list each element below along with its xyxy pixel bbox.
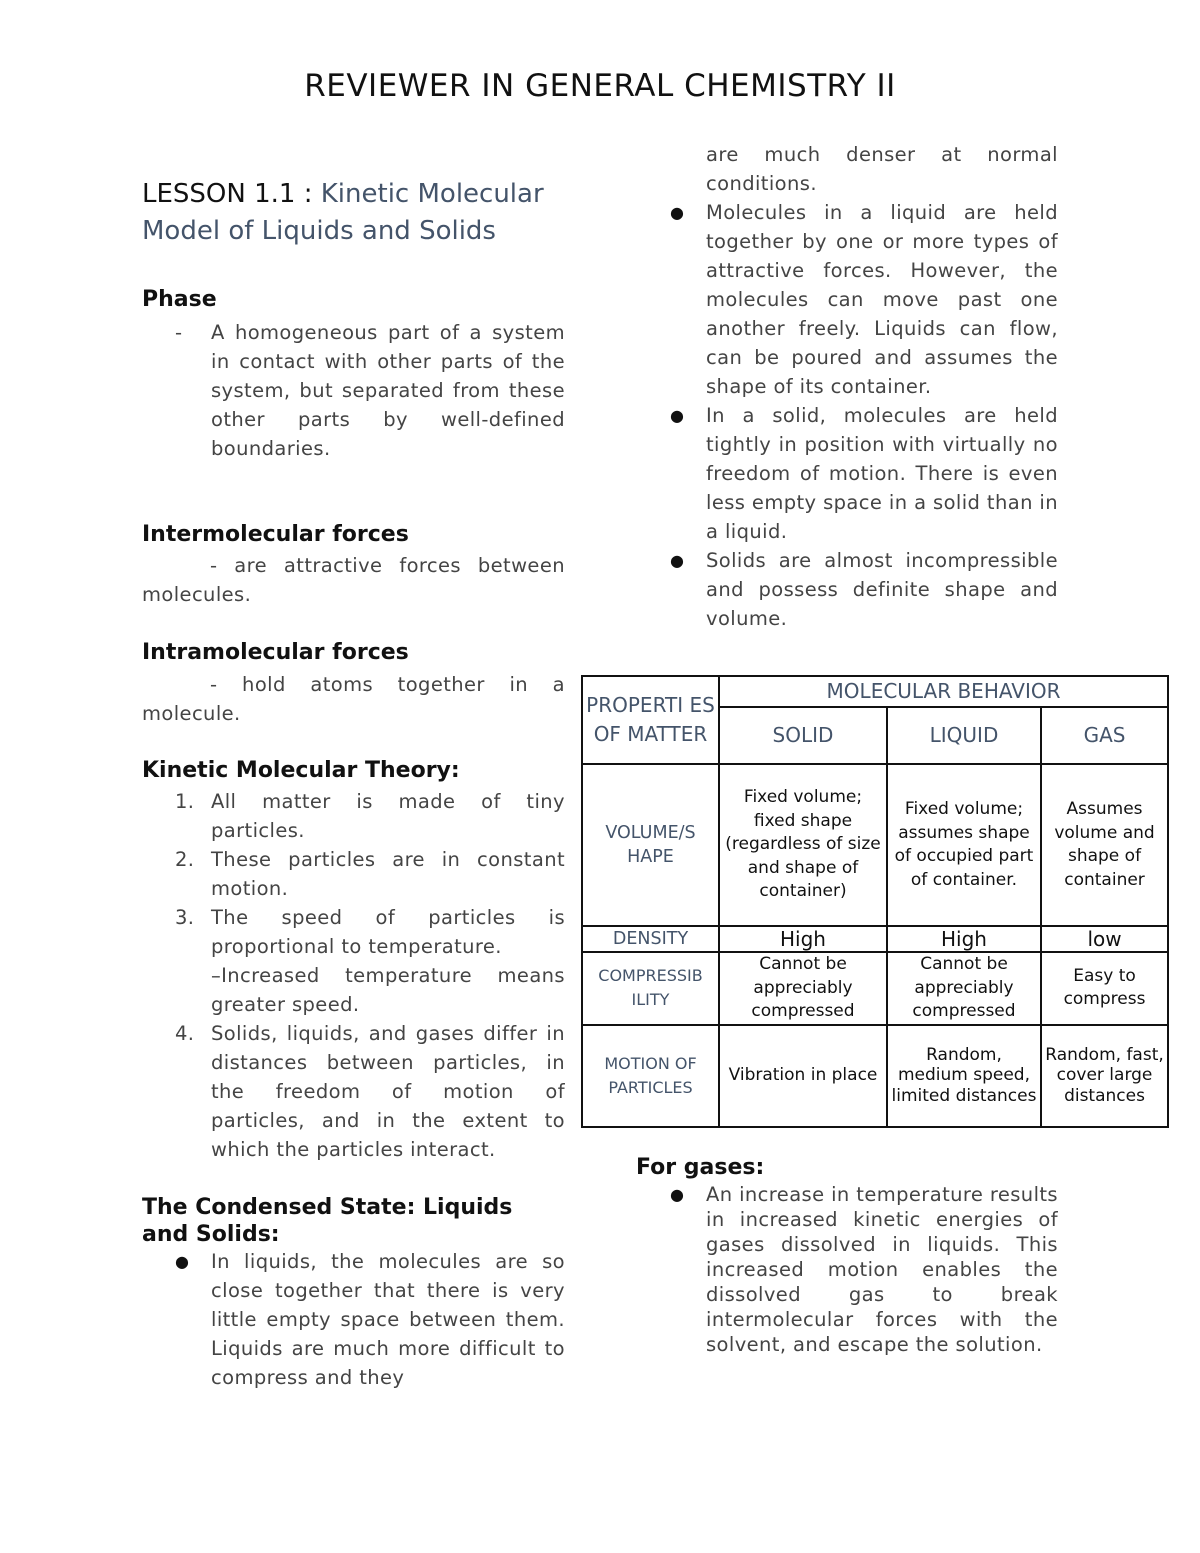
dash-marker: - [175, 321, 183, 344]
lesson-prefix: LESSON 1.1 : [142, 179, 321, 209]
lesson-title [142, 176, 572, 250]
list-text: Solids are almost incompressible and possess definite shape and volume. [706, 549, 1058, 630]
lesson-name: Kinetic Molecular Model of Liquids and Solids [142, 179, 544, 246]
bullet-icon: ● [670, 203, 685, 222]
table-row [582, 1025, 1168, 1127]
gases-heading: For gases: [636, 1155, 765, 1180]
table-cell: Assumes volume and shape of container [1041, 764, 1168, 926]
list-text: The speed of particles is proportional to temperature. [211, 906, 565, 958]
list-item [175, 845, 565, 903]
bullet-icon: ● [670, 551, 685, 570]
page-title: REVIEWER IN GENERAL CHEMISTRY II [304, 68, 896, 104]
list-text: These particles are in constant motion. [211, 848, 565, 900]
list-item [175, 1019, 565, 1164]
list-item [175, 1247, 565, 1392]
table-cell: Cannot be appreciably compressed [887, 952, 1041, 1025]
table-cell: low [1041, 926, 1168, 952]
kmt-heading: Kinetic Molecular Theory: [142, 758, 460, 783]
table-cell: Fixed volume; fixed shape (regardless of size and shape of container) [719, 764, 887, 926]
list-text: are much denser at normal conditions. [706, 143, 1058, 195]
list-number: 3. [175, 906, 195, 929]
list-item [175, 787, 565, 845]
list-subtext: –Increased temperature means greater speed. [211, 964, 565, 1016]
header-gas: GAS [1041, 707, 1168, 764]
table-row [582, 926, 1168, 952]
phase-text: A homogeneous part of a system in contact with other parts of the system, but separated from these other parts by well-defined boundaries. [211, 321, 565, 460]
intramolecular-heading: Intramolecular forces [142, 640, 409, 665]
header-solid: SOLID [719, 707, 887, 764]
gases-list [670, 1182, 1058, 1357]
table-cell: Easy to compress [1041, 952, 1168, 1025]
table-cell-property: MOTION OF PARTICLES [582, 1025, 719, 1127]
intramolecular-definition: - hold atoms together in a molecule. [142, 673, 565, 725]
table-cell: High [887, 926, 1041, 952]
bullet-icon: ● [175, 1252, 190, 1271]
list-item-continued [670, 140, 1058, 198]
table-cell: High [719, 926, 887, 952]
table-cell: Fixed volume; assumes shape of occupied part of container. [887, 764, 1041, 926]
list-text: In liquids, the molecules are so close together that there is very little empty space between them. Liquids are much more difficult to compress and they [211, 1250, 565, 1389]
list-item [175, 903, 565, 1019]
intermolecular-definition: - are attractive forces between molecules. [142, 554, 565, 606]
list-item [670, 198, 1058, 401]
list-text: Solids, liquids, and gases differ in distances between particles, in the freedom of motion of particles, and in the extent to which the particles interact. [211, 1022, 565, 1161]
intermolecular-heading: Intermolecular forces [142, 522, 409, 547]
condensed-heading: The Condensed State: Liquids and Solids: [142, 1195, 513, 1247]
table-cell: Random, fast, cover large distances [1041, 1025, 1168, 1127]
properties-table [581, 675, 1169, 1128]
table-cell-property: VOLUME/S HAPE [582, 764, 719, 926]
bullet-icon: ● [670, 1185, 685, 1204]
condensed-list-part1 [175, 1247, 565, 1392]
table-cell: Random, medium speed, limited distances [887, 1025, 1041, 1127]
header-liquid: LIQUID [887, 707, 1041, 764]
header-properties: PROPERTI ES OF MATTER [582, 676, 719, 764]
table-cell-property: COMPRESSIB ILITY [582, 952, 719, 1025]
list-text: In a solid, molecules are held tightly in position with virtually no freedom of motion. There is even less empty space in a solid than in a liquid. [706, 404, 1059, 543]
table-row [582, 764, 1168, 926]
table-cell-property: DENSITY [582, 926, 719, 952]
table-row [582, 952, 1168, 1025]
phase-heading: Phase [142, 287, 217, 312]
list-text: All matter is made of tiny particles. [211, 790, 565, 842]
kmt-list [175, 787, 565, 1164]
list-item [670, 401, 1058, 546]
condensed-list-part2 [670, 140, 1058, 633]
table-cell: Cannot be appreciably compressed [719, 952, 887, 1025]
table-row [582, 676, 1168, 707]
list-item [670, 546, 1058, 633]
list-text: An increase in temperature results in increased kinetic energies of gases dissolved in liquids. This increased motion enables the dissolved gas to break intermolecular forces with the solvent, and escape the solution. [706, 1183, 1058, 1356]
table-cell: Vibration in place [719, 1025, 887, 1127]
phase-definition [175, 318, 565, 463]
list-item [670, 1182, 1058, 1357]
list-number: 1. [175, 790, 195, 813]
list-text: Molecules in a liquid are held together by one or more types of attractive forces. However, the molecules can move past one another freely. Liquids can flow, can be poured and assumes the shape of its container. [706, 201, 1058, 398]
header-molecular-behavior: MOLECULAR BEHAVIOR [719, 676, 1168, 707]
list-number: 4. [175, 1022, 195, 1045]
list-number: 2. [175, 848, 195, 871]
bullet-icon: ● [670, 406, 685, 425]
